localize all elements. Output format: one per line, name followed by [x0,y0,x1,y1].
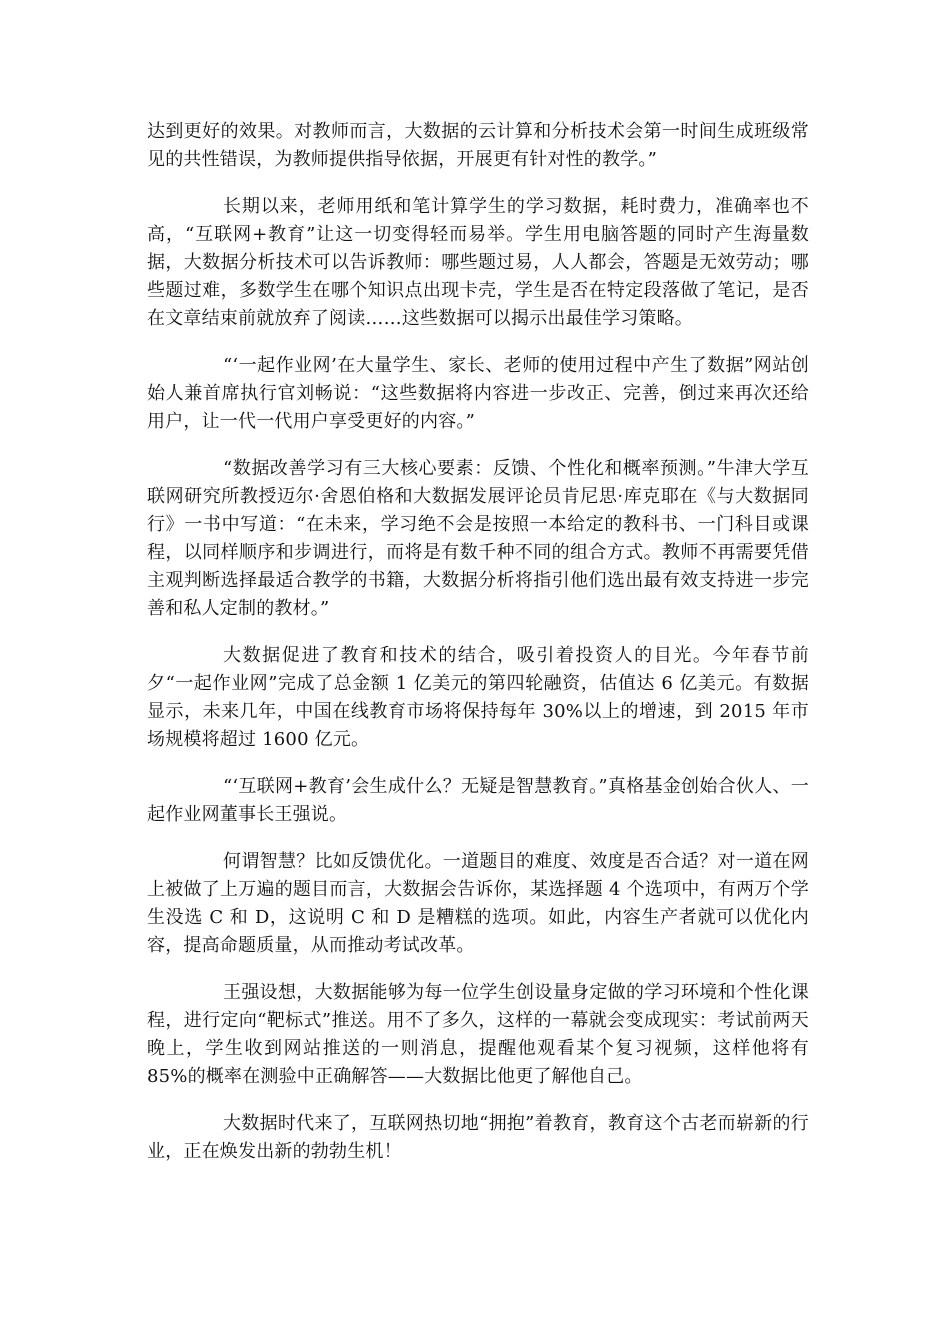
paragraph-personalized-learning: 王强设想，大数据能够为每一位学生创设量身定做的学习环境和个性化课程，进行定向“靶标式”推送。用不了多久，这样的一幕就会变成现实：考试前两天晚上，学生收到网站推送的一则消息，提醒他观看某个复习视频，这样他将有 85%的概率在测验中正确解答——大数据比他更了解他自己。 [147,982,809,1087]
paragraph-investment: 大数据促进了教育和技术的结合，吸引着投资人的目光。今年春节前夕“一起作业网”完成了总金额 1 亿美元的第四轮融资，估值达 6 亿美元。有数据显示，未来几年，中国在线教育市场将保持每年 30%以上的增速，到 2015 年市场规模将超过 1600 亿元。 [147,645,809,750]
paragraph-core-elements: “数据改善学习有三大核心要素：反馈、个性化和概率预测。”牛津大学互联网研究所教授迈尔·舍恩伯格和大数据发展评论员肯尼思·库克耶在《与大数据同行》一书中写道：“在未来，学习绝不会是按照一本给定的教科书、一门科目或课程，以同样顺序和步调进行，而将是有数千种不同的组合方式。教师不再需要凭借主观判断选择最适合教学的书籍，大数据分析将指引他们选出最有效支持进一步完善和私人定制的教材。” [147,458,809,619]
paragraph-smart-education: “‘互联网+教育’会生成什么？无疑是智慧教育。”真格基金创始合伙人、一起作业网董事长王强说。 [147,776,809,825]
paragraph-feedback-optimization: 何谓智慧？比如反馈优化。一道题目的难度、效度是否合适？对一道在网上被做了上万遍的题目而言，大数据会告诉你，某选择题 4 个选项中，有两万个学生没选 C 和 D，这说明 C 和 D 是糟糕的选项。如此，内容生产者就可以优化内容，提高命题质量，从而推动考试改革。 [147,851,809,956]
paragraph-data-calculation: 长期以来，老师用纸和笔计算学生的学习数据，耗时费力，准确率也不高，“互联网+教育”让这一切变得轻而易举。学生用电脑答题的同时产生海量数据，大数据分析技术可以告诉教师：哪些题过易，人人都会，答题是无效劳动；哪些题过难，多数学生在哪个知识点出现卡壳，学生是否在特定段落做了笔记，是否在文章结束前就放弃了阅读……这些数据可以揭示出最佳学习策略。 [147,196,809,329]
paragraph-continuation: 达到更好的效果。对教师而言，大数据的云计算和分析技术会第一时间生成班级常见的共性错误，为教师提供指导依据，开展更有针对性的教学。” [147,121,809,170]
article-body [147,118,809,1185]
paragraph-founder-quote: “‘一起作业网’在大量学生、家长、老师的使用过程中产生了数据”网站创始人兼首席执行官刘畅说：“这些数据将内容进一步改正、完善，倒过来再次还给用户，让一代一代用户享受更好的内容。” [147,355,809,432]
paragraph-conclusion: 大数据时代来了，互联网热切地“拥抱”着教育，教育这个古老而崭新的行业，正在焕发出新的勃勃生机！ [147,1113,809,1162]
